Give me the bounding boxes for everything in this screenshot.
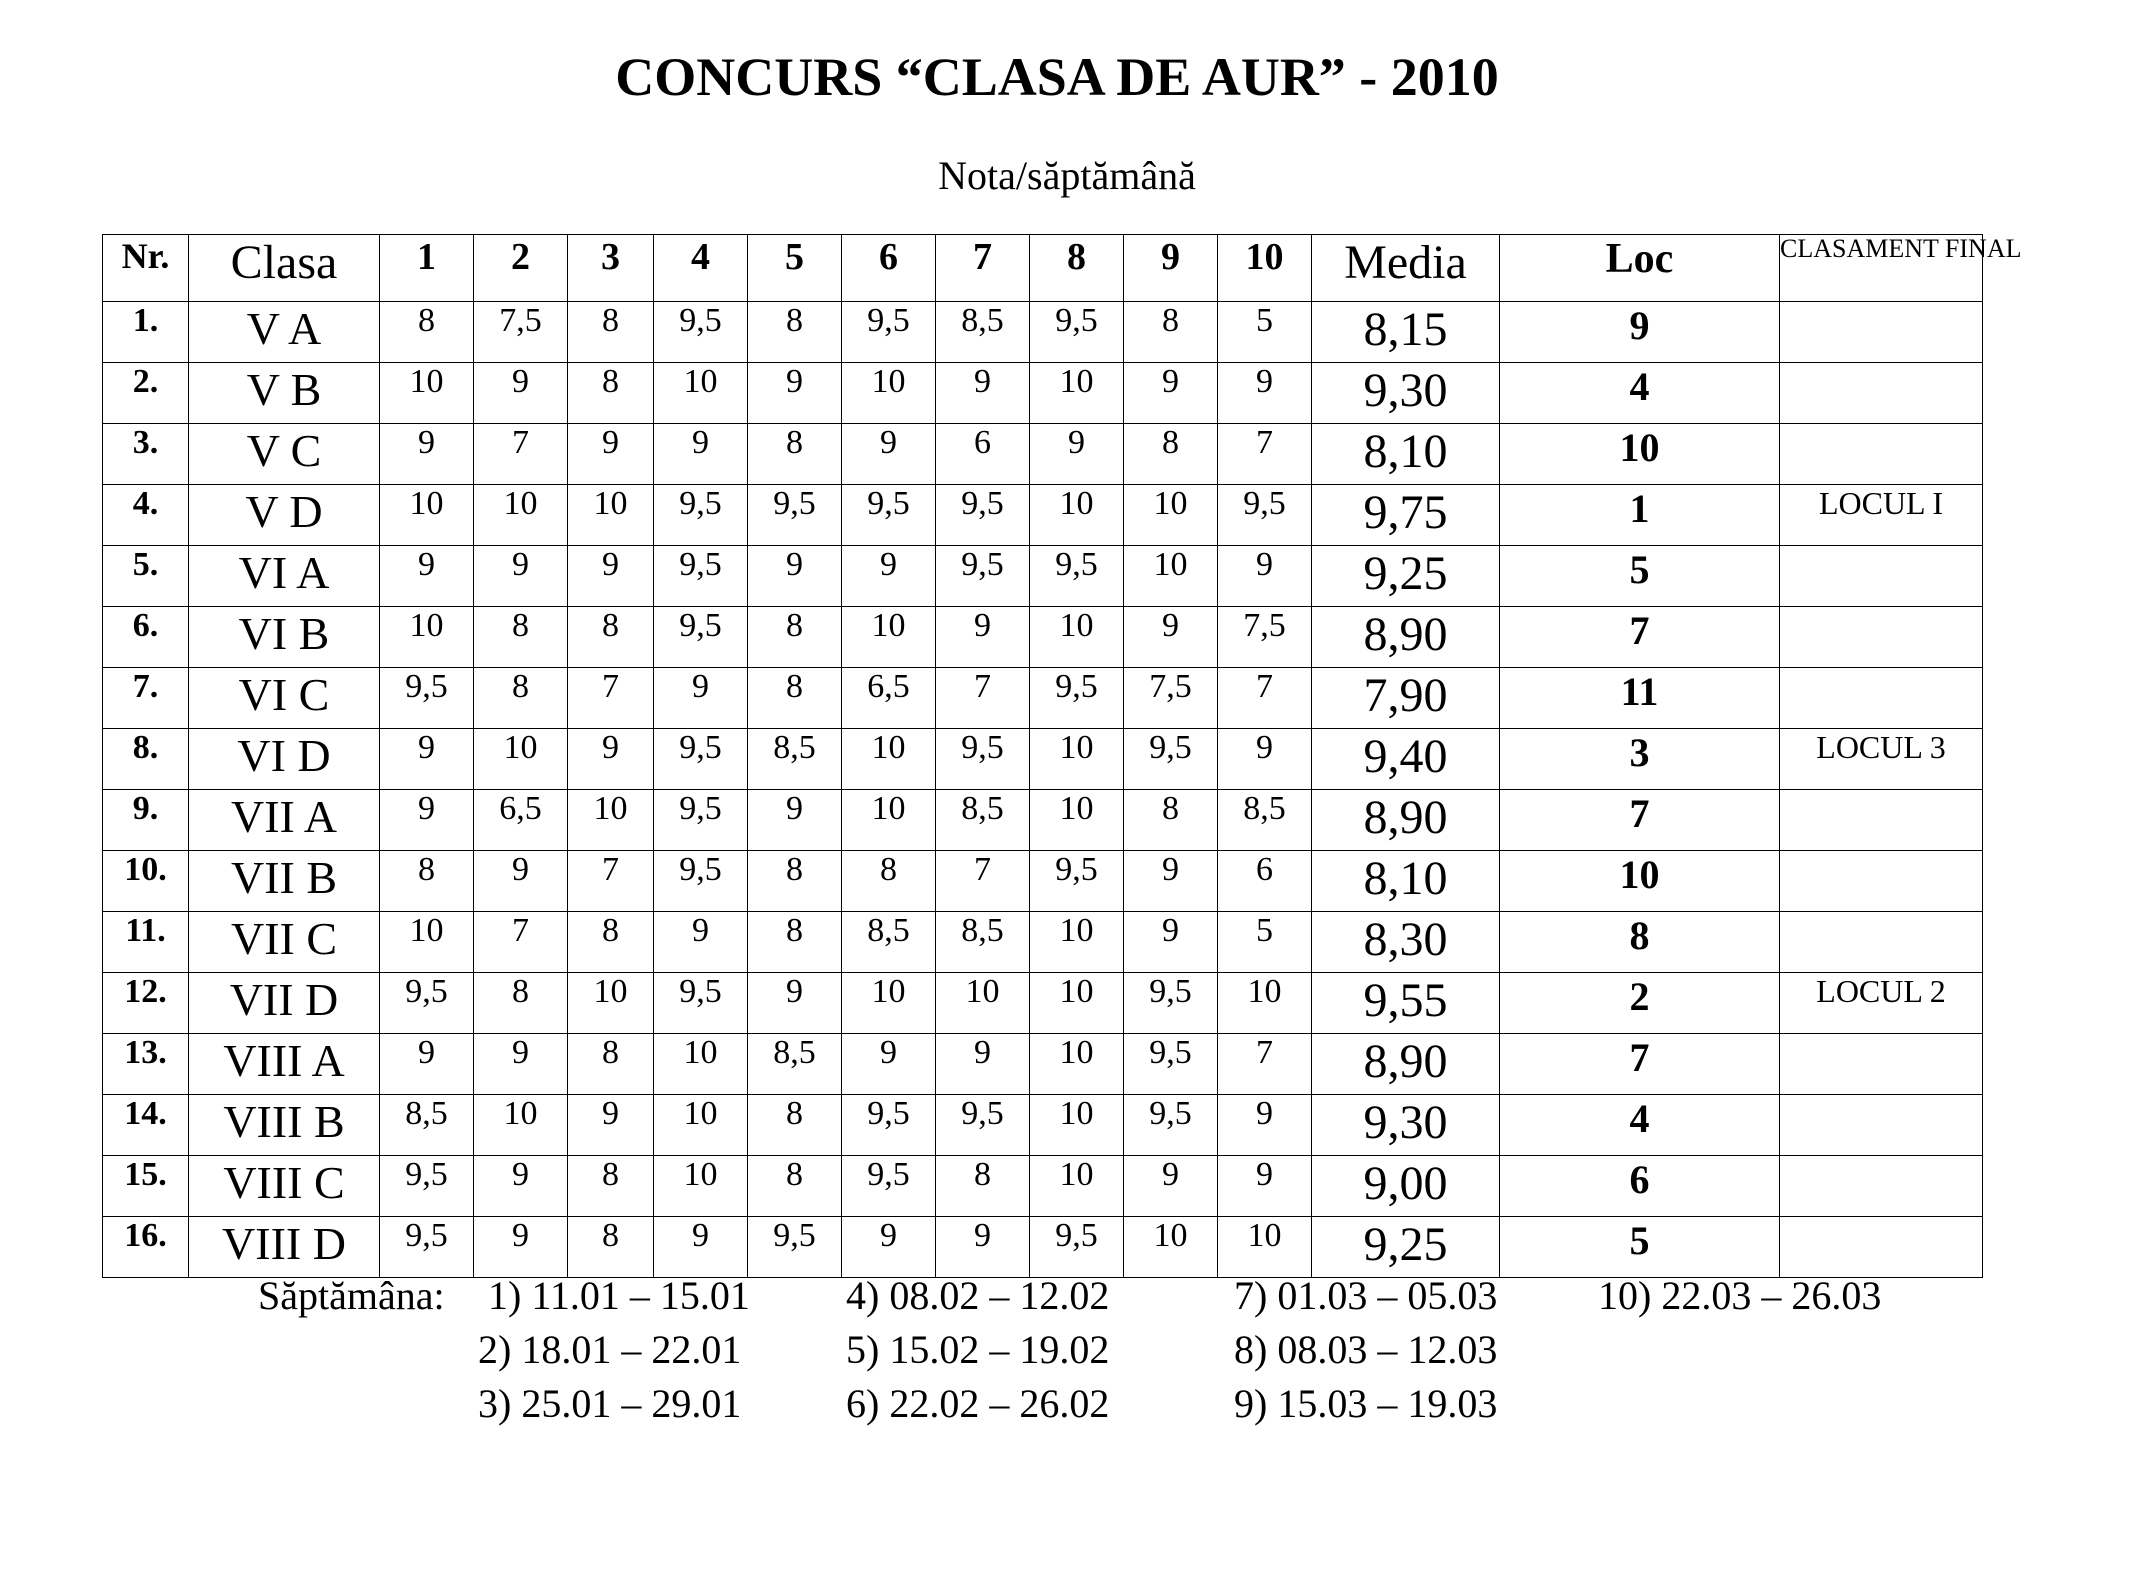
- grade-week-9-cell: 9: [1124, 851, 1218, 912]
- grade-week-5-cell: 8: [748, 424, 842, 485]
- grade-week-8-cell: 10: [1030, 912, 1124, 973]
- header-week-5: 5: [748, 235, 842, 302]
- grade-week-7-cell: 8,5: [936, 790, 1030, 851]
- rank-cell: 7: [1500, 607, 1780, 668]
- grade-week-7-cell: 10: [936, 973, 1030, 1034]
- grade-week-3-cell: 8: [568, 1034, 654, 1095]
- grade-week-3-cell: 9: [568, 424, 654, 485]
- table-body: [103, 302, 1983, 1278]
- grade-week-9-cell: 9,5: [1124, 1095, 1218, 1156]
- grade-week-4-cell: 9: [654, 1217, 748, 1278]
- class-name-cell: V D: [189, 485, 380, 546]
- grade-week-7-cell: 8: [936, 1156, 1030, 1217]
- rank-cell: 5: [1500, 546, 1780, 607]
- grade-week-9-cell: 9: [1124, 607, 1218, 668]
- grade-week-3-cell: 7: [568, 668, 654, 729]
- rank-cell: 11: [1500, 668, 1780, 729]
- class-name-cell: VII B: [189, 851, 380, 912]
- table-header-row: [103, 235, 1983, 302]
- grade-week-2-cell: 8: [474, 607, 568, 668]
- grade-week-2-cell: 10: [474, 729, 568, 790]
- week-5-range: 5) 15.02 – 19.02: [846, 1327, 1110, 1372]
- grade-week-5-cell: 8: [748, 1156, 842, 1217]
- grade-week-5-cell: 8: [748, 668, 842, 729]
- table-row: [103, 912, 1983, 973]
- final-ranking-cell: [1780, 790, 1983, 851]
- grade-week-8-cell: 10: [1030, 790, 1124, 851]
- week-2-range: 2) 18.01 – 22.01: [478, 1327, 742, 1372]
- grade-week-4-cell: 9,5: [654, 851, 748, 912]
- grade-week-3-cell: 10: [568, 973, 654, 1034]
- grade-week-4-cell: 9,5: [654, 607, 748, 668]
- grade-week-9-cell: 9: [1124, 363, 1218, 424]
- row-number-cell: 5.: [103, 546, 189, 607]
- grade-week-4-cell: 9,5: [654, 973, 748, 1034]
- rank-cell: 4: [1500, 363, 1780, 424]
- final-ranking-cell: [1780, 546, 1983, 607]
- grade-week-6-cell: 9: [842, 546, 936, 607]
- rank-cell: 10: [1500, 424, 1780, 485]
- grade-week-10-cell: 7: [1218, 1034, 1312, 1095]
- grade-week-2-cell: 7: [474, 424, 568, 485]
- table-row: [103, 851, 1983, 912]
- table-row: [103, 1034, 1983, 1095]
- row-number-cell: 2.: [103, 363, 189, 424]
- class-name-cell: VIII A: [189, 1034, 380, 1095]
- grade-week-5-cell: 8: [748, 851, 842, 912]
- grade-week-1-cell: 10: [380, 363, 474, 424]
- header-loc: Loc: [1500, 235, 1780, 302]
- week-9-range: 9) 15.03 – 19.03: [1234, 1381, 1498, 1426]
- row-number-cell: 16.: [103, 1217, 189, 1278]
- header-week-4: 4: [654, 235, 748, 302]
- grade-week-4-cell: 10: [654, 1156, 748, 1217]
- grade-week-2-cell: 8: [474, 973, 568, 1034]
- grade-week-4-cell: 10: [654, 1095, 748, 1156]
- row-number-cell: 6.: [103, 607, 189, 668]
- grade-week-5-cell: 8: [748, 1095, 842, 1156]
- grade-week-3-cell: 9: [568, 1095, 654, 1156]
- class-name-cell: VI C: [189, 668, 380, 729]
- average-cell: 9,30: [1312, 363, 1500, 424]
- grade-week-4-cell: 9,5: [654, 790, 748, 851]
- grade-week-9-cell: 10: [1124, 1217, 1218, 1278]
- header-nr: Nr.: [103, 235, 189, 302]
- grade-week-3-cell: 8: [568, 363, 654, 424]
- grade-week-6-cell: 10: [842, 790, 936, 851]
- grade-week-1-cell: 9,5: [380, 1156, 474, 1217]
- final-ranking-cell: LOCUL 3: [1780, 729, 1983, 790]
- document-title: CONCURS “CLASA DE AUR” - 2010: [615, 47, 1499, 107]
- rank-cell: 8: [1500, 912, 1780, 973]
- grade-week-1-cell: 10: [380, 485, 474, 546]
- rank-cell: 9: [1500, 302, 1780, 363]
- grade-week-1-cell: 9: [380, 1034, 474, 1095]
- grade-week-6-cell: 10: [842, 363, 936, 424]
- final-ranking-cell: [1780, 424, 1983, 485]
- rank-cell: 7: [1500, 1034, 1780, 1095]
- grade-week-6-cell: 8: [842, 851, 936, 912]
- average-cell: 7,90: [1312, 668, 1500, 729]
- week-8-range: 8) 08.03 – 12.03: [1234, 1327, 1498, 1372]
- final-ranking-cell: [1780, 1156, 1983, 1217]
- grade-week-5-cell: 8,5: [748, 1034, 842, 1095]
- table-row: [103, 790, 1983, 851]
- grade-week-5-cell: 9,5: [748, 485, 842, 546]
- grade-week-10-cell: 7: [1218, 424, 1312, 485]
- grade-week-4-cell: 9: [654, 912, 748, 973]
- grade-week-6-cell: 9: [842, 1034, 936, 1095]
- final-ranking-cell: [1780, 851, 1983, 912]
- grade-week-8-cell: 9,5: [1030, 668, 1124, 729]
- rank-cell: 2: [1500, 973, 1780, 1034]
- grade-week-8-cell: 9: [1030, 424, 1124, 485]
- grade-week-7-cell: 9: [936, 363, 1030, 424]
- grade-week-2-cell: 10: [474, 1095, 568, 1156]
- class-name-cell: V C: [189, 424, 380, 485]
- grade-week-1-cell: 10: [380, 607, 474, 668]
- grade-week-3-cell: 9: [568, 546, 654, 607]
- grade-week-2-cell: 9: [474, 1034, 568, 1095]
- grade-week-1-cell: 9: [380, 729, 474, 790]
- rank-cell: 1: [1500, 485, 1780, 546]
- grade-week-1-cell: 9,5: [380, 1217, 474, 1278]
- final-ranking-cell: LOCUL I: [1780, 485, 1983, 546]
- grade-week-10-cell: 9: [1218, 729, 1312, 790]
- grade-week-6-cell: 9,5: [842, 302, 936, 363]
- table-subtitle: Nota/săptămână: [938, 153, 1196, 198]
- grade-week-1-cell: 9,5: [380, 668, 474, 729]
- grade-week-8-cell: 9,5: [1030, 302, 1124, 363]
- grade-week-7-cell: 8,5: [936, 302, 1030, 363]
- average-cell: 9,55: [1312, 973, 1500, 1034]
- grade-week-4-cell: 9,5: [654, 302, 748, 363]
- row-number-cell: 11.: [103, 912, 189, 973]
- class-name-cell: VI A: [189, 546, 380, 607]
- grade-week-4-cell: 9: [654, 668, 748, 729]
- header-week-6: 6: [842, 235, 936, 302]
- grade-week-9-cell: 9,5: [1124, 973, 1218, 1034]
- grade-week-2-cell: 9: [474, 546, 568, 607]
- header-week-9: 9: [1124, 235, 1218, 302]
- final-ranking-cell: [1780, 302, 1983, 363]
- grade-week-7-cell: 9: [936, 1034, 1030, 1095]
- grade-week-4-cell: 9,5: [654, 546, 748, 607]
- grade-week-7-cell: 9: [936, 1217, 1030, 1278]
- grade-week-2-cell: 9: [474, 363, 568, 424]
- class-name-cell: VIII B: [189, 1095, 380, 1156]
- average-cell: 8,90: [1312, 1034, 1500, 1095]
- grade-week-5-cell: 8: [748, 607, 842, 668]
- average-cell: 9,75: [1312, 485, 1500, 546]
- weeks-legend: [0, 1272, 2048, 1442]
- grade-week-1-cell: 10: [380, 912, 474, 973]
- grade-week-10-cell: 9: [1218, 1095, 1312, 1156]
- grade-week-10-cell: 9: [1218, 1156, 1312, 1217]
- average-cell: 9,25: [1312, 546, 1500, 607]
- class-name-cell: V A: [189, 302, 380, 363]
- grade-week-9-cell: 9,5: [1124, 729, 1218, 790]
- grade-week-3-cell: 10: [568, 790, 654, 851]
- week-6-range: 6) 22.02 – 26.02: [846, 1381, 1110, 1426]
- results-table: [102, 234, 2022, 1278]
- grade-week-6-cell: 9,5: [842, 1156, 936, 1217]
- grade-week-8-cell: 9,5: [1030, 1217, 1124, 1278]
- table-row: [103, 363, 1983, 424]
- grade-week-4-cell: 9: [654, 424, 748, 485]
- grade-week-8-cell: 10: [1030, 1156, 1124, 1217]
- grade-week-6-cell: 10: [842, 973, 936, 1034]
- average-cell: 8,30: [1312, 912, 1500, 973]
- final-ranking-cell: LOCUL 2: [1780, 973, 1983, 1034]
- grade-week-4-cell: 10: [654, 363, 748, 424]
- row-number-cell: 14.: [103, 1095, 189, 1156]
- grade-week-3-cell: 9: [568, 729, 654, 790]
- grade-week-2-cell: 7: [474, 912, 568, 973]
- grade-week-8-cell: 9,5: [1030, 546, 1124, 607]
- table-row: [103, 1217, 1983, 1278]
- row-number-cell: 13.: [103, 1034, 189, 1095]
- grade-week-10-cell: 5: [1218, 912, 1312, 973]
- grade-week-8-cell: 9,5: [1030, 851, 1124, 912]
- grade-week-5-cell: 8: [748, 302, 842, 363]
- grade-week-10-cell: 7,5: [1218, 607, 1312, 668]
- grade-week-10-cell: 9: [1218, 363, 1312, 424]
- final-ranking-cell: [1780, 363, 1983, 424]
- grade-week-2-cell: 9: [474, 851, 568, 912]
- row-number-cell: 1.: [103, 302, 189, 363]
- grade-week-9-cell: 10: [1124, 485, 1218, 546]
- average-cell: 9,00: [1312, 1156, 1500, 1217]
- header-week-1: 1: [380, 235, 474, 302]
- header-clasament-final: CLASAMENT FINAL: [1780, 235, 1983, 302]
- class-name-cell: VII D: [189, 973, 380, 1034]
- grade-week-5-cell: 9: [748, 973, 842, 1034]
- row-number-cell: 4.: [103, 485, 189, 546]
- grade-week-8-cell: 10: [1030, 363, 1124, 424]
- grade-week-8-cell: 10: [1030, 1034, 1124, 1095]
- header-week-3: 3: [568, 235, 654, 302]
- grade-week-2-cell: 10: [474, 485, 568, 546]
- header-week-8: 8: [1030, 235, 1124, 302]
- row-number-cell: 12.: [103, 973, 189, 1034]
- grade-week-6-cell: 6,5: [842, 668, 936, 729]
- grade-week-10-cell: 6: [1218, 851, 1312, 912]
- table-row: [103, 1156, 1983, 1217]
- final-ranking-cell: [1780, 912, 1983, 973]
- row-number-cell: 7.: [103, 668, 189, 729]
- grade-week-6-cell: 9: [842, 424, 936, 485]
- grade-week-7-cell: 7: [936, 851, 1030, 912]
- grade-week-7-cell: 6: [936, 424, 1030, 485]
- grade-week-5-cell: 9,5: [748, 1217, 842, 1278]
- grade-week-1-cell: 8: [380, 302, 474, 363]
- grade-week-9-cell: 9: [1124, 912, 1218, 973]
- grade-week-8-cell: 10: [1030, 485, 1124, 546]
- grade-week-5-cell: 9: [748, 790, 842, 851]
- grade-week-2-cell: 6,5: [474, 790, 568, 851]
- table-row: [103, 607, 1983, 668]
- row-number-cell: 3.: [103, 424, 189, 485]
- grade-week-2-cell: 7,5: [474, 302, 568, 363]
- final-ranking-cell: [1780, 607, 1983, 668]
- row-number-cell: 15.: [103, 1156, 189, 1217]
- table-row: [103, 973, 1983, 1034]
- grade-week-10-cell: 5: [1218, 302, 1312, 363]
- row-number-cell: 8.: [103, 729, 189, 790]
- table-row: [103, 302, 1983, 363]
- average-cell: 8,15: [1312, 302, 1500, 363]
- final-ranking-cell: [1780, 1095, 1983, 1156]
- grade-week-3-cell: 8: [568, 1156, 654, 1217]
- average-cell: 9,30: [1312, 1095, 1500, 1156]
- grade-week-7-cell: 9,5: [936, 1095, 1030, 1156]
- final-ranking-cell: [1780, 1034, 1983, 1095]
- grade-week-5-cell: 9: [748, 363, 842, 424]
- grade-week-5-cell: 9: [748, 546, 842, 607]
- grade-week-6-cell: 8,5: [842, 912, 936, 973]
- grade-week-5-cell: 8,5: [748, 729, 842, 790]
- grade-week-9-cell: 8: [1124, 302, 1218, 363]
- grade-week-7-cell: 9,5: [936, 485, 1030, 546]
- grade-week-4-cell: 9,5: [654, 485, 748, 546]
- grade-week-4-cell: 10: [654, 1034, 748, 1095]
- rank-cell: 4: [1500, 1095, 1780, 1156]
- class-name-cell: VII A: [189, 790, 380, 851]
- table-row: [103, 546, 1983, 607]
- row-number-cell: 10.: [103, 851, 189, 912]
- final-ranking-cell: [1780, 668, 1983, 729]
- rank-cell: 10: [1500, 851, 1780, 912]
- grade-week-1-cell: 9: [380, 424, 474, 485]
- grade-week-3-cell: 10: [568, 485, 654, 546]
- average-cell: 9,40: [1312, 729, 1500, 790]
- grade-week-1-cell: 9,5: [380, 973, 474, 1034]
- grade-week-7-cell: 8,5: [936, 912, 1030, 973]
- grade-week-2-cell: 9: [474, 1217, 568, 1278]
- grade-week-10-cell: 10: [1218, 973, 1312, 1034]
- table-row: [103, 668, 1983, 729]
- grade-week-5-cell: 8: [748, 912, 842, 973]
- class-name-cell: V B: [189, 363, 380, 424]
- grade-week-10-cell: 9,5: [1218, 485, 1312, 546]
- grade-week-9-cell: 10: [1124, 546, 1218, 607]
- grade-week-6-cell: 10: [842, 607, 936, 668]
- final-ranking-cell: [1780, 1217, 1983, 1278]
- grade-week-6-cell: 9: [842, 1217, 936, 1278]
- grade-week-1-cell: 8,5: [380, 1095, 474, 1156]
- grade-week-7-cell: 9,5: [936, 546, 1030, 607]
- weeks-legend-label: Săptămâna:: [258, 1273, 445, 1318]
- grade-week-8-cell: 10: [1030, 973, 1124, 1034]
- week-1-range: 1) 11.01 – 15.01: [488, 1273, 750, 1318]
- rank-cell: 3: [1500, 729, 1780, 790]
- class-name-cell: VIII C: [189, 1156, 380, 1217]
- average-cell: 9,25: [1312, 1217, 1500, 1278]
- grade-week-1-cell: 9: [380, 790, 474, 851]
- grade-week-3-cell: 7: [568, 851, 654, 912]
- header-media: Media: [1312, 235, 1500, 302]
- grade-week-9-cell: 9,5: [1124, 1034, 1218, 1095]
- grade-week-6-cell: 9,5: [842, 1095, 936, 1156]
- week-3-range: 3) 25.01 – 29.01: [478, 1381, 742, 1426]
- grade-week-2-cell: 8: [474, 668, 568, 729]
- grade-week-9-cell: 8: [1124, 424, 1218, 485]
- grade-week-2-cell: 9: [474, 1156, 568, 1217]
- grade-week-10-cell: 9: [1218, 546, 1312, 607]
- grade-week-3-cell: 8: [568, 607, 654, 668]
- average-cell: 8,10: [1312, 424, 1500, 485]
- class-name-cell: VI B: [189, 607, 380, 668]
- rank-cell: 5: [1500, 1217, 1780, 1278]
- class-name-cell: VI D: [189, 729, 380, 790]
- grade-week-9-cell: 9: [1124, 1156, 1218, 1217]
- rank-cell: 7: [1500, 790, 1780, 851]
- grade-week-8-cell: 10: [1030, 607, 1124, 668]
- header-week-2: 2: [474, 235, 568, 302]
- grade-week-10-cell: 8,5: [1218, 790, 1312, 851]
- grade-week-10-cell: 10: [1218, 1217, 1312, 1278]
- table-row: [103, 424, 1983, 485]
- grade-week-8-cell: 10: [1030, 1095, 1124, 1156]
- average-cell: 8,10: [1312, 851, 1500, 912]
- class-name-cell: VIII D: [189, 1217, 380, 1278]
- grade-week-4-cell: 9,5: [654, 729, 748, 790]
- grade-week-7-cell: 9: [936, 607, 1030, 668]
- grade-week-8-cell: 10: [1030, 729, 1124, 790]
- table-row: [103, 729, 1983, 790]
- week-10-range: 10) 22.03 – 26.03: [1598, 1273, 1882, 1318]
- grade-week-3-cell: 8: [568, 1217, 654, 1278]
- grade-week-10-cell: 7: [1218, 668, 1312, 729]
- average-cell: 8,90: [1312, 607, 1500, 668]
- grade-week-7-cell: 7: [936, 668, 1030, 729]
- week-7-range: 7) 01.03 – 05.03: [1234, 1273, 1498, 1318]
- header-week-7: 7: [936, 235, 1030, 302]
- grade-week-7-cell: 9,5: [936, 729, 1030, 790]
- class-name-cell: VII C: [189, 912, 380, 973]
- header-clasa: Clasa: [189, 235, 380, 302]
- row-number-cell: 9.: [103, 790, 189, 851]
- table-row: [103, 1095, 1983, 1156]
- table-row: [103, 485, 1983, 546]
- grade-week-3-cell: 8: [568, 912, 654, 973]
- header-week-10: 10: [1218, 235, 1312, 302]
- grade-week-9-cell: 7,5: [1124, 668, 1218, 729]
- rank-cell: 6: [1500, 1156, 1780, 1217]
- grade-week-6-cell: 9,5: [842, 485, 936, 546]
- grade-week-1-cell: 8: [380, 851, 474, 912]
- grade-week-1-cell: 9: [380, 546, 474, 607]
- week-4-range: 4) 08.02 – 12.02: [846, 1273, 1110, 1318]
- average-cell: 8,90: [1312, 790, 1500, 851]
- grade-week-3-cell: 8: [568, 302, 654, 363]
- grade-week-6-cell: 10: [842, 729, 936, 790]
- grade-week-9-cell: 8: [1124, 790, 1218, 851]
